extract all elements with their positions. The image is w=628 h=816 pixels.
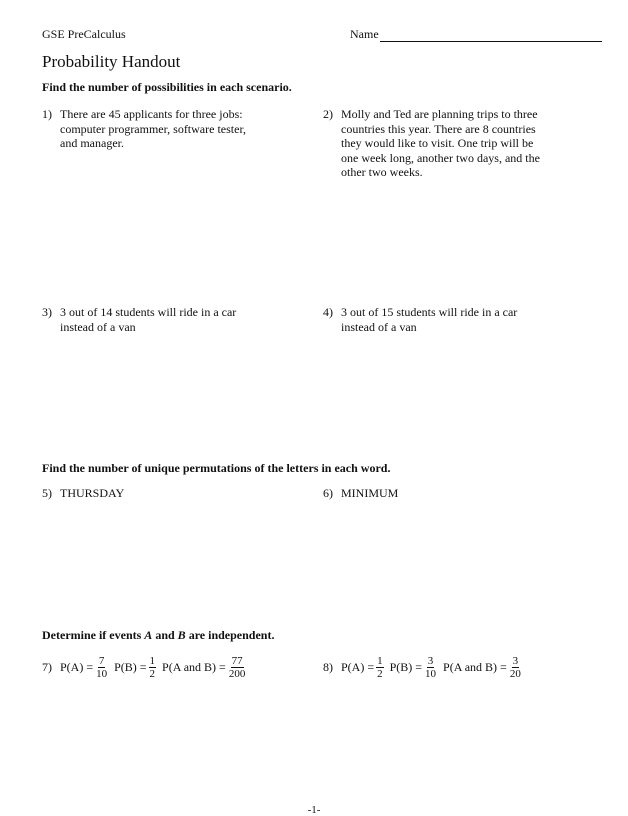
problem-2 (323, 107, 581, 180)
problem-number: 5) (42, 486, 52, 500)
prob-ab-expression (162, 655, 248, 680)
prob-b-fraction: $\frac{3}{10}$ (425, 655, 437, 680)
prob-a-expression (341, 655, 386, 680)
problem-4 (323, 305, 553, 334)
problem-number: 3) (42, 305, 52, 319)
problem-word: MINIMUM (341, 486, 399, 500)
name-label: Name (350, 27, 379, 41)
problem-text-line: one week long, another two days, and the (341, 150, 540, 165)
problem-text-line: computer programmer, software tester, (60, 121, 246, 136)
problem-text-line: 3 out of 14 students will ride in a car (60, 305, 237, 319)
course-name: GSE PreCalculus (42, 27, 126, 41)
problem-text-line: they would like to visit. One trip will be (341, 136, 534, 150)
problem-3 (42, 305, 272, 334)
prob-b-expression (114, 655, 158, 680)
prob-a-fraction: $\frac{1}{2}$ (377, 655, 383, 680)
problem-text-line: countries this year. There are 8 countries (341, 121, 536, 136)
prob-b-expression (390, 655, 439, 680)
problem-text-line: and manager. (60, 136, 124, 150)
problem-number: 2) (323, 107, 333, 121)
prob-b-label: P(B) = (114, 660, 147, 674)
problem-7 (42, 655, 252, 680)
problem-number: 4) (323, 305, 333, 319)
problem-1 (42, 107, 272, 151)
problem-8 (323, 655, 528, 680)
problem-text-line: There are 45 applicants for three jobs: (60, 107, 243, 121)
section-heading-possibilities: Find the number of possibilities in each scenario. (42, 80, 292, 94)
problem-number: 8) (323, 660, 333, 674)
prob-ab-fraction: $\frac{3}{20}$ (509, 655, 521, 680)
section-heading-permutations: Find the number of unique permutations of the letters in each word. (42, 461, 391, 475)
problem-text-line: Molly and Ted are planning trips to three (341, 107, 538, 121)
prob-ab-fraction: $\frac{77}{200}$ (228, 655, 246, 680)
problem-text-line: instead of a van (341, 319, 417, 334)
problem-word: THURSDAY (60, 486, 125, 500)
prob-a-label: P(A) = (60, 660, 94, 674)
page-title: Probability Handout (42, 52, 181, 71)
prob-a-label: P(A) = (341, 660, 375, 674)
prob-a-fraction: $\frac{7}{10}$ (96, 655, 108, 680)
problem-5 (42, 486, 124, 501)
prob-ab-label: P(A and B) = (443, 660, 507, 674)
problem-text-line: other two weeks. (341, 165, 423, 179)
problem-number: 6) (323, 486, 333, 500)
prob-ab-expression (443, 655, 524, 680)
problem-text-line: 3 out of 15 students will ride in a car (341, 305, 518, 319)
prob-ab-label: P(A and B) = (162, 660, 226, 674)
page-number: -1- (307, 804, 321, 816)
problem-text-line: instead of a van (60, 319, 136, 334)
prob-a-expression (60, 655, 110, 680)
prob-b-fraction: $\frac{1}{2}$ (149, 655, 156, 680)
name-field (350, 27, 602, 42)
problem-number: 1) (42, 107, 52, 121)
problem-6 (323, 486, 398, 501)
section-heading-independence: Determine if events A and B are independent. (42, 628, 275, 642)
prob-b-label: P(B) = (389, 660, 423, 674)
problem-number: 7) (42, 660, 52, 674)
name-blank-line (380, 29, 602, 42)
